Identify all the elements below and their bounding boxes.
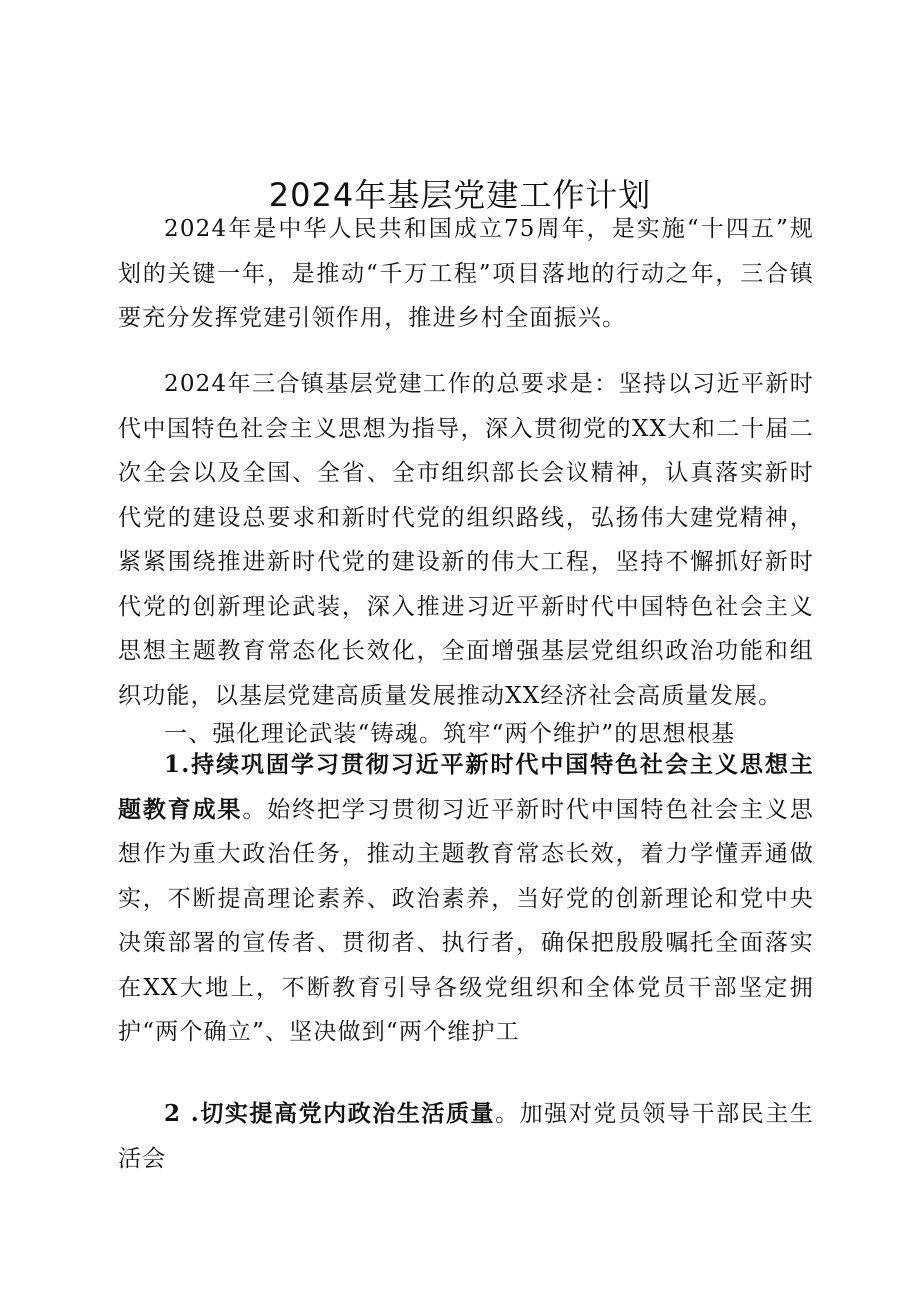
item-2-heading: 2 .切实提高党内政治生活质量 <box>164 1100 496 1127</box>
intro-paragraph: 2024年是中华人民共和国成立75周年，是实施“十四五”规划的关键一年，是推动“千万工程”项目落地的行动之年，三合镇要充分发挥党建引领作用，推进乡村全面振兴。 <box>118 216 814 331</box>
item-1-paragraph <box>118 743 814 1055</box>
item-1-heading: 1.持续巩固学习贯彻习近平新时代中国特色社会主义思想主题教育成果 <box>118 751 814 823</box>
item-1-body: 。始终把学习贯彻习近平新时代中国特色社会主义思想作为重大政治任务，推动主题教育常态长效，着力学懂弄通做实，不断提高理论素养、政治素养，当好党的创新理论和党中央决策部署的宣传者、贯彻者、执行者，确保把殷殷嘱托全面落实在XX大地上，不断教育引导各级党组织和全体党员干部坚定拥护“两个确立”、坚决做到“两个维护工 <box>118 796 814 1045</box>
document-title: 2024年基层党建工作计划 <box>268 176 652 214</box>
item-2-body: 。加强对党员领导干部民主生活会 <box>118 1101 814 1172</box>
requirements-paragraph: 2024年三合镇基层党建工作的总要求是：坚持以习近平新时代中国特色社会主义思想为指导，深入贯彻党的XX大和二十届二次全会以及全国、全省、全市组织部长会议精神，认真落实新时代党的建设总要求和新时代党的组织路线，弘扬伟大建党精神，紧紧围绕推进新时代党的建设新的伟大工程，坚持不懈抓好新时代党的创新理论武装，深入推进习近平新时代中国特色社会主义思想主题教育常态化长效化，全面增强基层党组织政治功能和组织功能，以基层党建高质量发展推动XX经济社会高质量发展。 <box>118 371 814 709</box>
item-2-paragraph <box>118 1092 814 1181</box>
section-heading: 一、强化理论武装“铸魂。筑牢“两个维护”的思想根基 <box>164 721 736 747</box>
